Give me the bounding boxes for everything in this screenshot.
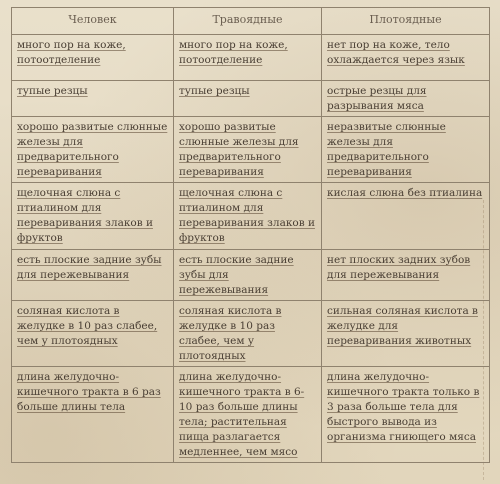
cell-text: тупые резцы bbox=[179, 85, 250, 97]
cell-herbivores bbox=[174, 81, 322, 117]
cell-human bbox=[12, 117, 174, 183]
cell-text: соляная кислота в желудке в 10 раз слабее, чем у плотоядных bbox=[179, 305, 282, 362]
cell-text: длина желудочно-кишечного тракта в 6 раз больше длины тела bbox=[17, 371, 161, 413]
cell-text: много пор на коже, потоотделение bbox=[179, 39, 288, 66]
cell-carnivores bbox=[322, 183, 490, 250]
cell-human bbox=[12, 35, 174, 81]
cell-text: неразвитые слюнные железы для предварительного переваривания bbox=[327, 121, 446, 178]
cell-carnivores bbox=[322, 250, 490, 301]
cell-text: острые резцы для разрывания мяса bbox=[327, 85, 427, 112]
cell-text: длина желудочно-кишечного тракта в 6-10 раз больше длины тела; растительная пища разлагается медленнее, чем мясо bbox=[179, 371, 305, 458]
cell-carnivores bbox=[322, 81, 490, 117]
cell-text: соляная кислота в желудке в 10 раз слабее, чем у плотоядных bbox=[17, 305, 158, 347]
cell-text: щелочная слюна с птиалином для переваривания злаков и фруктов bbox=[17, 187, 153, 244]
cell-text: есть плоские задние зубы для пережевывания bbox=[179, 254, 294, 296]
cell-human bbox=[12, 367, 174, 463]
comparison-table bbox=[11, 7, 490, 463]
table-row bbox=[12, 35, 490, 81]
cell-text: хорошо развитые слюнные железы для предварительного переваривания bbox=[17, 121, 168, 178]
cell-text: много пор на коже, потоотделение bbox=[17, 39, 126, 66]
cell-human bbox=[12, 183, 174, 250]
table-row bbox=[12, 367, 490, 463]
cell-human bbox=[12, 250, 174, 301]
table-row bbox=[12, 301, 490, 367]
cell-text: щелочная слюна с птиалином для переваривания злаков и фруктов bbox=[179, 187, 315, 244]
table-row bbox=[12, 81, 490, 117]
table-row bbox=[12, 250, 490, 301]
cell-text: кислая слюна без птиалина bbox=[327, 187, 483, 199]
table-row bbox=[12, 183, 490, 250]
cell-herbivores bbox=[174, 250, 322, 301]
cell-carnivores bbox=[322, 35, 490, 81]
cell-text: длина желудочно-кишечного тракта только в 3 раза больше тела для быстрого вывода из организма гниющего мяса bbox=[327, 371, 480, 443]
cell-text: хорошо развитые слюнные железы для предварительного переваривания bbox=[179, 121, 299, 178]
cell-herbivores bbox=[174, 367, 322, 463]
cell-text: сильная соляная кислота в желудке для переваривания животных bbox=[327, 305, 478, 347]
cell-carnivores bbox=[322, 117, 490, 183]
cell-human bbox=[12, 301, 174, 367]
header-carnivores: Плотоядные bbox=[322, 8, 490, 35]
header-herbivores: Травоядные bbox=[174, 8, 322, 35]
cell-herbivores bbox=[174, 117, 322, 183]
cell-text: есть плоские задние зубы для пережевывания bbox=[17, 254, 162, 281]
cell-carnivores bbox=[322, 301, 490, 367]
table-header-row bbox=[12, 8, 490, 35]
cell-herbivores bbox=[174, 183, 322, 250]
cell-text: нет плоских задних зубов для пережевывания bbox=[327, 254, 471, 281]
cell-human bbox=[12, 81, 174, 117]
cell-text: тупые резцы bbox=[17, 85, 88, 97]
cell-carnivores bbox=[322, 367, 490, 463]
cell-text: нет пор на коже, тело охлаждается через язык bbox=[327, 39, 465, 66]
header-human: Человек bbox=[12, 8, 174, 35]
table-row bbox=[12, 117, 490, 183]
cell-herbivores bbox=[174, 35, 322, 81]
cell-herbivores bbox=[174, 301, 322, 367]
